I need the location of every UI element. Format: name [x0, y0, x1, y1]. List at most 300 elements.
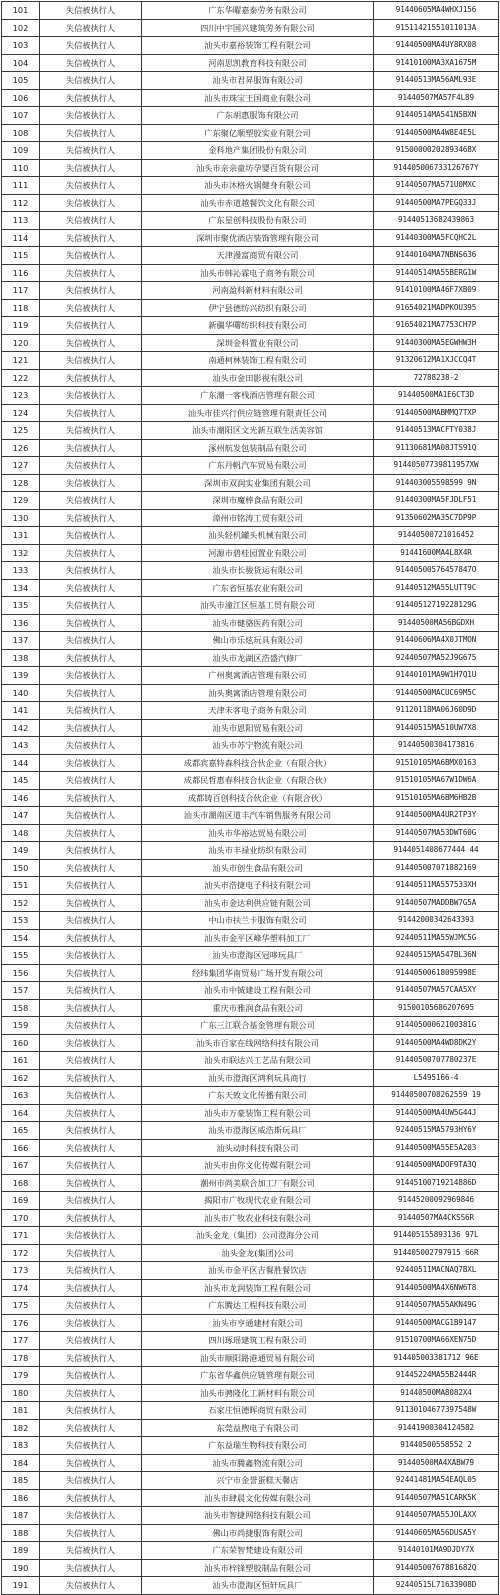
- category-cell: 失信被执行人: [40, 667, 142, 685]
- row-number-cell: 120: [2, 334, 40, 352]
- table-row: [2, 1209, 499, 1227]
- company-name-cell: 南通柯林装饰工程有限公司: [142, 352, 374, 370]
- category-cell: 失信被执行人: [40, 247, 142, 265]
- category-cell: 失信被执行人: [40, 1034, 142, 1052]
- table-row: [2, 1332, 499, 1350]
- category-cell: 失信被执行人: [40, 1297, 142, 1315]
- row-number-cell: 132: [2, 544, 40, 562]
- company-name-cell: 深圳市双润实业集团有限公司: [142, 474, 374, 492]
- credit-code-cell: 92440511MACNAQ7BXL: [374, 1262, 499, 1280]
- credit-code-cell: 91440507MADDBW7G5A: [374, 894, 499, 912]
- company-name-cell: 广东天致文化传播有限公司: [142, 1087, 374, 1105]
- row-number-cell: 129: [2, 492, 40, 510]
- credit-code-cell: 92440515MA5793HY6Y: [374, 1122, 499, 1140]
- credit-code-cell: 91410100MA3XA1675M: [374, 54, 499, 72]
- company-name-cell: 汕头金龙(集团)公司: [142, 1244, 374, 1262]
- category-cell: 失信被执行人: [40, 264, 142, 282]
- credit-code-cell: 92440511MA55WJMC5G: [374, 929, 499, 947]
- row-number-cell: 163: [2, 1087, 40, 1105]
- table-row: [2, 1122, 499, 1140]
- table-row: [2, 1524, 499, 1542]
- credit-code-cell: 914405155893136 97L: [374, 1227, 499, 1245]
- credit-code-cell: 91440507739811957XW: [374, 457, 499, 475]
- category-cell: 失信被执行人: [40, 772, 142, 790]
- credit-code-cell: 91445224MA55B2444R: [374, 1367, 499, 1385]
- table-row: [2, 2, 499, 20]
- category-cell: 失信被执行人: [40, 1542, 142, 1560]
- table-row: [2, 457, 499, 475]
- company-name-cell: 汕头市潮阳区文光新互联生活美容馆: [142, 422, 374, 440]
- credit-code-cell: 91130104677397548W: [374, 1402, 499, 1420]
- table-row: [2, 142, 499, 160]
- company-name-cell: 汕头市金平区峰华塑料加工厂: [142, 929, 374, 947]
- table-row: [2, 404, 499, 422]
- row-number-cell: 171: [2, 1227, 40, 1245]
- credit-code-cell: 91510105MA67W1DW6A: [374, 772, 499, 790]
- row-number-cell: 158: [2, 999, 40, 1017]
- row-number-cell: 144: [2, 754, 40, 772]
- table-row: [2, 509, 499, 527]
- category-cell: 失信被执行人: [40, 544, 142, 562]
- table-row: [2, 439, 499, 457]
- category-cell: 失信被执行人: [40, 317, 142, 335]
- category-cell: 失信被执行人: [40, 19, 142, 37]
- table-row: [2, 1542, 499, 1560]
- credit-code-cell: 91130681MA08JTS91Q: [374, 439, 499, 457]
- company-name-cell: 金科地产集团股份有限公司: [142, 142, 374, 160]
- company-name-cell: 汕头市龙湖区浩盛汽修厂: [142, 649, 374, 667]
- credit-code-cell: 914405003381712 96E: [374, 1349, 499, 1367]
- company-name-cell: 成都民哲惠春科技合伙企业（有限合伙）: [142, 772, 374, 790]
- company-name-cell: 东莞益煦电子有限公司: [142, 1419, 374, 1437]
- table-row: [2, 1174, 499, 1192]
- category-cell: 失信被执行人: [40, 299, 142, 317]
- company-name-cell: 汕头市嘉裕装饰工程有限公司: [142, 37, 374, 55]
- credit-code-cell: 91440500MA4UR2TP3Y: [374, 807, 499, 825]
- category-cell: 失信被执行人: [40, 1052, 142, 1070]
- category-cell: 失信被执行人: [40, 579, 142, 597]
- category-cell: 失信被执行人: [40, 702, 142, 720]
- row-number-cell: 142: [2, 719, 40, 737]
- table-row: [2, 334, 499, 352]
- row-number-cell: 191: [2, 1577, 40, 1595]
- table-row: [2, 1262, 499, 1280]
- category-cell: 失信被执行人: [40, 824, 142, 842]
- category-cell: 失信被执行人: [40, 1122, 142, 1140]
- table-row: [2, 299, 499, 317]
- table-row: [2, 859, 499, 877]
- credit-code-cell: 91440500MACUC69M5C: [374, 684, 499, 702]
- credit-code-cell: 91654021MA7753CH7P: [374, 317, 499, 335]
- row-number-cell: 136: [2, 614, 40, 632]
- row-number-cell: 116: [2, 264, 40, 282]
- row-number-cell: 179: [2, 1367, 40, 1385]
- company-name-cell: 成都宾嘉特森科技合伙企业（有限合伙）: [142, 754, 374, 772]
- category-cell: 失信被执行人: [40, 422, 142, 440]
- row-number-cell: 131: [2, 527, 40, 545]
- row-number-cell: 190: [2, 1559, 40, 1577]
- table-row: [2, 1437, 499, 1455]
- category-cell: 失信被执行人: [40, 107, 142, 125]
- category-cell: 失信被执行人: [40, 229, 142, 247]
- company-name-cell: 汕头市恩阳贸易有限公司: [142, 719, 374, 737]
- credit-code-cell: 91440300MA5FJDLF51: [374, 492, 499, 510]
- row-number-cell: 167: [2, 1157, 40, 1175]
- credit-code-cell: 91440507MA57CAA5XY: [374, 982, 499, 1000]
- row-number-cell: 154: [2, 929, 40, 947]
- row-number-cell: 133: [2, 562, 40, 580]
- row-number-cell: 165: [2, 1122, 40, 1140]
- row-number-cell: 122: [2, 369, 40, 387]
- row-number-cell: 141: [2, 702, 40, 720]
- row-number-cell: 112: [2, 194, 40, 212]
- row-number-cell: 169: [2, 1192, 40, 1210]
- row-number-cell: 149: [2, 842, 40, 860]
- credit-code-cell: 91440500MA1E6CT3D: [374, 387, 499, 405]
- table-row: [2, 789, 499, 807]
- row-number-cell: 175: [2, 1297, 40, 1315]
- row-number-cell: 105: [2, 72, 40, 90]
- category-cell: 失信被执行人: [40, 2, 142, 20]
- table-row: [2, 177, 499, 195]
- company-name-cell: 广东腾达工程科技有限公司: [142, 1297, 374, 1315]
- credit-code-cell: 91440500707780237E: [374, 1052, 499, 1070]
- table-body: [2, 2, 499, 1595]
- company-name-cell: 汕头市潼江区恒基工贸有限公司: [142, 597, 374, 615]
- credit-code-cell: 91440605MA56DUSA5Y: [374, 1524, 499, 1542]
- credit-code-cell: 91441600MA4L8X4R: [374, 544, 499, 562]
- company-name-cell: 汕头市创生食品有限公司: [142, 859, 374, 877]
- company-name-cell: 汕头市珠宝王国商业有限公司: [142, 89, 374, 107]
- category-cell: 失信被执行人: [40, 1437, 142, 1455]
- row-number-cell: 181: [2, 1402, 40, 1420]
- row-number-cell: 123: [2, 387, 40, 405]
- row-number-cell: 168: [2, 1174, 40, 1192]
- credit-code-cell: 91440500MA56BGDXH: [374, 614, 499, 632]
- row-number-cell: 170: [2, 1209, 40, 1227]
- row-number-cell: 106: [2, 89, 40, 107]
- row-number-cell: 108: [2, 124, 40, 142]
- table-row: [2, 702, 499, 720]
- table-row: [2, 562, 499, 580]
- category-cell: 失信被执行人: [40, 142, 142, 160]
- table-row: [2, 877, 499, 895]
- credit-code-cell: 91440507MA51CARK5K: [374, 1489, 499, 1507]
- company-name-cell: 汕头市长骏货运有限公司: [142, 562, 374, 580]
- row-number-cell: 104: [2, 54, 40, 72]
- credit-code-cell: 91440507MA4CKSS6R: [374, 1209, 499, 1227]
- company-name-cell: 广东益瑞生物科技有限公司: [142, 1437, 374, 1455]
- company-name-cell: 汕头金龙（集团）公司澄海分公司: [142, 1227, 374, 1245]
- table-row: [2, 1279, 499, 1297]
- table-row: [2, 999, 499, 1017]
- company-name-cell: 四川琢瑶建筑工程有限公司: [142, 1332, 374, 1350]
- table-row: [2, 212, 499, 230]
- table-row: [2, 842, 499, 860]
- category-cell: 失信被执行人: [40, 1577, 142, 1595]
- category-cell: 失信被执行人: [40, 807, 142, 825]
- category-cell: 失信被执行人: [40, 964, 142, 982]
- credit-code-cell: 91442000342643393: [374, 912, 499, 930]
- credit-code-cell: 91440514MA541N5BXN: [374, 107, 499, 125]
- category-cell: 失信被执行人: [40, 982, 142, 1000]
- credit-code-cell: 91440500304173816: [374, 737, 499, 755]
- company-name-cell: 汕头市亲亲童坊孕婴百货有限公司: [142, 159, 374, 177]
- company-name-cell: 汕头市韩沁霖电子商务有限公司: [142, 264, 374, 282]
- row-number-cell: 155: [2, 947, 40, 965]
- company-name-cell: 汕头市梓锋塑胶制品有限公司: [142, 1559, 374, 1577]
- table-row: [2, 964, 499, 982]
- credit-code-cell: 91440500MA55E5A203: [374, 1139, 499, 1157]
- row-number-cell: 184: [2, 1454, 40, 1472]
- credit-code-cell: 91440500721016452: [374, 527, 499, 545]
- category-cell: 失信被执行人: [40, 492, 142, 510]
- company-name-cell: 汕头市澄海区威浩斯玩具厂: [142, 1122, 374, 1140]
- table-row: [2, 807, 499, 825]
- company-name-cell: 广东华曜嘉泰劳务有限公司: [142, 2, 374, 20]
- category-cell: 失信被执行人: [40, 1069, 142, 1087]
- credit-code-cell: 91440300MA5EGWHW3H: [374, 334, 499, 352]
- category-cell: 失信被执行人: [40, 894, 142, 912]
- table-row: [2, 264, 499, 282]
- category-cell: 失信被执行人: [40, 1157, 142, 1175]
- company-name-cell: 河南思凯教育科技有限公司: [142, 54, 374, 72]
- credit-code-cell: 91440104MA7NBNS636: [374, 247, 499, 265]
- category-cell: 失信被执行人: [40, 509, 142, 527]
- credit-code-cell: 914405006733126767Y: [374, 159, 499, 177]
- table-row: [2, 352, 499, 370]
- credit-code-cell: 914405007071882169: [374, 859, 499, 877]
- table-row: [2, 1087, 499, 1105]
- table-row: [2, 597, 499, 615]
- category-cell: 失信被执行人: [40, 789, 142, 807]
- row-number-cell: 153: [2, 912, 40, 930]
- table-row: [2, 492, 499, 510]
- row-number-cell: 178: [2, 1349, 40, 1367]
- category-cell: 失信被执行人: [40, 527, 142, 545]
- credit-code-cell: 91440500MA4XABW79: [374, 1454, 499, 1472]
- company-name-cell: 天津漫富商贸有限公司: [142, 247, 374, 265]
- credit-code-cell: 91440507MA571U0MXC: [374, 177, 499, 195]
- row-number-cell: 157: [2, 982, 40, 1000]
- category-cell: 失信被执行人: [40, 89, 142, 107]
- table-row: [2, 1227, 499, 1245]
- category-cell: 失信被执行人: [40, 597, 142, 615]
- category-cell: 失信被执行人: [40, 877, 142, 895]
- company-name-cell: 中山市扶兰卡服饰有限公司: [142, 912, 374, 930]
- company-name-cell: 汕头市澄海区鸿利玩具商行: [142, 1069, 374, 1087]
- category-cell: 失信被执行人: [40, 649, 142, 667]
- credit-code-cell: 91440500558552 2: [374, 1437, 499, 1455]
- credit-code-cell: 91440500MA7PEGQ33J: [374, 194, 499, 212]
- table-row: [2, 737, 499, 755]
- category-cell: 失信被执行人: [40, 72, 142, 90]
- table-row: [2, 1017, 499, 1035]
- table-row: [2, 684, 499, 702]
- row-number-cell: 125: [2, 422, 40, 440]
- row-number-cell: 187: [2, 1507, 40, 1525]
- company-name-cell: 汕头动时科技有限公司: [142, 1139, 374, 1157]
- category-cell: 失信被执行人: [40, 1384, 142, 1402]
- table-row: [2, 1052, 499, 1070]
- credit-code-cell: 91500105686207695: [374, 999, 499, 1017]
- table-row: [2, 929, 499, 947]
- company-name-cell: 广东胡惠服饰有限公司: [142, 107, 374, 125]
- category-cell: 失信被执行人: [40, 457, 142, 475]
- company-name-cell: 汕头市龙润装饰工程有限公司: [142, 1279, 374, 1297]
- table-row: [2, 369, 499, 387]
- credit-code-cell: 92441481MA54EAQL05: [374, 1472, 499, 1490]
- category-cell: 失信被执行人: [40, 1087, 142, 1105]
- category-cell: 失信被执行人: [40, 1419, 142, 1437]
- credit-code-cell: 91440500MACG1B9147: [374, 1314, 499, 1332]
- row-number-cell: 126: [2, 439, 40, 457]
- table-row: [2, 159, 499, 177]
- category-cell: 失信被执行人: [40, 1402, 142, 1420]
- company-name-cell: 汕头市君昇服饰有限公司: [142, 72, 374, 90]
- category-cell: 失信被执行人: [40, 1227, 142, 1245]
- category-cell: 失信被执行人: [40, 159, 142, 177]
- category-cell: 失信被执行人: [40, 1489, 142, 1507]
- credit-code-cell: 91440500MA4UY8RX08: [374, 37, 499, 55]
- row-number-cell: 127: [2, 457, 40, 475]
- company-name-cell: 佛山市乐炫玩具有限公司: [142, 632, 374, 650]
- company-name-cell: 汕头市亨通建材有限公司: [142, 1314, 374, 1332]
- table-row: [2, 1454, 499, 1472]
- table-row: [2, 1069, 499, 1087]
- table-row: [2, 54, 499, 72]
- category-cell: 失信被执行人: [40, 124, 142, 142]
- row-number-cell: 173: [2, 1262, 40, 1280]
- credit-code-cell: 91510105MA6BMX0163: [374, 754, 499, 772]
- company-name-cell: 广东荣智梵建设有限公司: [142, 1542, 374, 1560]
- dishonest-debtor-table: [1, 1, 499, 1595]
- table-row: [2, 772, 499, 790]
- row-number-cell: 151: [2, 877, 40, 895]
- credit-code-cell: 91440500576457847O: [374, 562, 499, 580]
- category-cell: 失信被执行人: [40, 859, 142, 877]
- company-name-cell: 汕头市腾鑫物流有限公司: [142, 1454, 374, 1472]
- credit-code-cell: 91440507MA57F4L89: [374, 89, 499, 107]
- row-number-cell: 114: [2, 229, 40, 247]
- table-row: [2, 1139, 499, 1157]
- company-name-cell: 兴宁市金誉蛋糕天馨店: [142, 1472, 374, 1490]
- company-name-cell: 佛山市尚捷服饰有限公司: [142, 1524, 374, 1542]
- table-row: [2, 1034, 499, 1052]
- credit-code-cell: 91440514MA55BERG1W: [374, 264, 499, 282]
- company-name-cell: 汕头市肆晨文化传媒有限公司: [142, 1489, 374, 1507]
- table-row: [2, 754, 499, 772]
- category-cell: 失信被执行人: [40, 632, 142, 650]
- company-name-cell: 潮州市尚美联合加工厂有限公司: [142, 1174, 374, 1192]
- row-number-cell: 119: [2, 317, 40, 335]
- table-row: [2, 912, 499, 930]
- table-row: [2, 1559, 499, 1577]
- category-cell: 失信被执行人: [40, 1174, 142, 1192]
- row-number-cell: 162: [2, 1069, 40, 1087]
- row-number-cell: 182: [2, 1419, 40, 1437]
- company-name-cell: 河源市碧桂园置业有限公司: [142, 544, 374, 562]
- category-cell: 失信被执行人: [40, 387, 142, 405]
- credit-code-cell: 91440606MA4X0JTMON: [374, 632, 499, 650]
- row-number-cell: 115: [2, 247, 40, 265]
- row-number-cell: 148: [2, 824, 40, 842]
- credit-code-cell: 91440300MA5FCQHC2L: [374, 229, 499, 247]
- row-number-cell: 134: [2, 579, 40, 597]
- row-number-cell: 160: [2, 1034, 40, 1052]
- company-name-cell: 广东省恒基农业有限公司: [142, 579, 374, 597]
- company-name-cell: 汕头市顺阳路港通贸易有限公司: [142, 1349, 374, 1367]
- category-cell: 失信被执行人: [40, 369, 142, 387]
- credit-code-cell: 91440605MA4WHXJ156: [374, 2, 499, 20]
- row-number-cell: 138: [2, 649, 40, 667]
- company-name-cell: 汕头市金达利供应链有限公司: [142, 894, 374, 912]
- table-row: [2, 282, 499, 300]
- table-row: [2, 982, 499, 1000]
- company-name-cell: 广东三江联合基金管理有限公司: [142, 1017, 374, 1035]
- row-number-cell: 147: [2, 807, 40, 825]
- credit-code-cell: 91440500767881682Q: [374, 1559, 499, 1577]
- credit-code-cell: 92440515MA547BL36N: [374, 947, 499, 965]
- row-number-cell: 107: [2, 107, 40, 125]
- row-number-cell: 109: [2, 142, 40, 160]
- row-number-cell: 166: [2, 1139, 40, 1157]
- credit-code-cell: 91441900304124582: [374, 1419, 499, 1437]
- company-name-cell: 漳州市铭涛工贸有限公司: [142, 509, 374, 527]
- table-row: [2, 649, 499, 667]
- credit-code-cell: 91440500618095998E: [374, 964, 499, 982]
- company-name-cell: 汕头市潮南区道丰汽车销售服务有限公司: [142, 807, 374, 825]
- table-row: [2, 527, 499, 545]
- table-row: [2, 719, 499, 737]
- row-number-cell: 159: [2, 1017, 40, 1035]
- credit-code-cell: 91120118MA06J60D9D: [374, 702, 499, 720]
- row-number-cell: 152: [2, 894, 40, 912]
- category-cell: 失信被执行人: [40, 842, 142, 860]
- table-row: [2, 474, 499, 492]
- company-name-cell: 汕头市健骆医药有限公司: [142, 614, 374, 632]
- table-row: [2, 894, 499, 912]
- category-cell: 失信被执行人: [40, 1262, 142, 1280]
- category-cell: 失信被执行人: [40, 1524, 142, 1542]
- category-cell: 失信被执行人: [40, 947, 142, 965]
- table-row: [2, 1402, 499, 1420]
- credit-code-cell: 91440101MA9W1H7Q1U: [374, 667, 499, 685]
- row-number-cell: 156: [2, 964, 40, 982]
- table-row: [2, 614, 499, 632]
- company-name-cell: 重庆市雅润食品有限公司: [142, 999, 374, 1017]
- credit-code-cell: 91654021MADPKOU395: [374, 299, 499, 317]
- row-number-cell: 183: [2, 1437, 40, 1455]
- category-cell: 失信被执行人: [40, 737, 142, 755]
- company-name-cell: 汕头市华裕达贸易有限公司: [142, 824, 374, 842]
- company-name-cell: 深圳市聚优酒店装饰管理有限公司: [142, 229, 374, 247]
- credit-code-cell: 91440512719228129G: [374, 597, 499, 615]
- row-number-cell: 185: [2, 1472, 40, 1490]
- company-name-cell: 汕头市澄海区恒轩玩具厂: [142, 1577, 374, 1595]
- row-number-cell: 180: [2, 1384, 40, 1402]
- category-cell: 失信被执行人: [40, 754, 142, 772]
- credit-code-cell: 91440512MA55LUTT9C: [374, 579, 499, 597]
- category-cell: 失信被执行人: [40, 474, 142, 492]
- credit-code-cell: 91440513682439863: [374, 212, 499, 230]
- table-row: [2, 1314, 499, 1332]
- credit-code-cell: 91440500MA4UW5G44J: [374, 1104, 499, 1122]
- table-row: [2, 1244, 499, 1262]
- category-cell: 失信被执行人: [40, 1104, 142, 1122]
- credit-code-cell: 92440507MA52J9G675: [374, 649, 499, 667]
- category-cell: 失信被执行人: [40, 1139, 142, 1157]
